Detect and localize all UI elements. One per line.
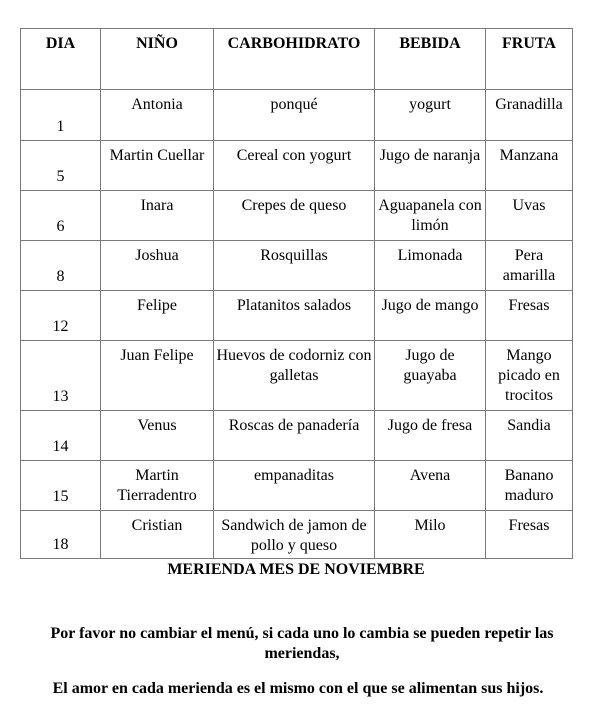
table-row [21, 511, 573, 559]
cell-fruta: Banano maduro [486, 461, 573, 511]
cell-carbohidrato: Sandwich de jamon de pollo y queso [214, 511, 375, 559]
cell-dia: 18 [21, 511, 101, 559]
cell-bebida: Milo [375, 511, 486, 559]
cell-bebida: Avena [375, 461, 486, 511]
cell-dia: 6 [21, 191, 101, 241]
header-bebida: BEBIDA [375, 29, 486, 90]
header-fruta: FRUTA [486, 29, 573, 90]
cell-nino: Juan Felipe [101, 341, 214, 411]
cell-fruta: Manzana [486, 141, 573, 191]
cell-dia: 1 [21, 90, 101, 141]
cell-fruta: Uvas [486, 191, 573, 241]
cell-carbohidrato: Rosquillas [214, 241, 375, 291]
table-row [21, 461, 573, 511]
cell-nino: Martin Tierradentro [101, 461, 214, 511]
table-header-row [21, 29, 573, 90]
cell-nino: Joshua [101, 241, 214, 291]
cell-nino: Inara [101, 191, 214, 241]
table-row [21, 291, 573, 341]
cell-carbohidrato: ponqué [214, 90, 375, 141]
cell-bebida: Jugo de guayaba [375, 341, 486, 411]
table-row [21, 411, 573, 461]
cell-nino: Cristian [101, 511, 214, 559]
cell-carbohidrato: Platanitos salados [214, 291, 375, 341]
cell-dia: 8 [21, 241, 101, 291]
cell-bebida: Jugo de naranja [375, 141, 486, 191]
header-nino: NIÑO [101, 29, 214, 90]
cell-bebida: Jugo de mango [375, 291, 486, 341]
cell-carbohidrato: Cereal con yogurt [214, 141, 375, 191]
cell-fruta: Pera amarilla [486, 241, 573, 291]
table-row [21, 341, 573, 411]
cell-carbohidrato: Huevos de codorniz con galletas [214, 341, 375, 411]
cell-carbohidrato: Roscas de panadería [214, 411, 375, 461]
cell-dia: 15 [21, 461, 101, 511]
cell-dia: 14 [21, 411, 101, 461]
header-dia: DIA [21, 29, 101, 90]
cell-carbohidrato: Crepes de queso [214, 191, 375, 241]
cell-dia: 12 [21, 291, 101, 341]
cell-nino: Antonia [101, 90, 214, 141]
cell-fruta: Fresas [486, 511, 573, 559]
cell-fruta: Mango picado en trocitos [486, 341, 573, 411]
cell-bebida: Jugo de fresa [375, 411, 486, 461]
cell-nino: Venus [101, 411, 214, 461]
cell-nino: Martin Cuellar [101, 141, 214, 191]
cell-carbohidrato: empanaditas [214, 461, 375, 511]
cell-nino: Felipe [101, 291, 214, 341]
cell-bebida: yogurt [375, 90, 486, 141]
table-row [21, 241, 573, 291]
table-row [21, 191, 573, 241]
document-title: MERIENDA MES DE NOVIEMBRE [167, 561, 425, 578]
cell-dia: 13 [21, 341, 101, 411]
header-carbohidrato: CARBOHIDRATO [214, 29, 375, 90]
menu-table [20, 28, 573, 559]
cell-bebida: Aguapanela con limón [375, 191, 486, 241]
cell-fruta: Granadilla [486, 90, 573, 141]
cell-dia: 5 [21, 141, 101, 191]
cell-bebida: Limonada [375, 241, 486, 291]
note-no-cambiar: Por favor no cambiar el menú, si cada uno lo cambia se pueden repetir las meriendas, [50, 625, 554, 662]
cell-fruta: Fresas [486, 291, 573, 341]
cell-fruta: Sandia [486, 411, 573, 461]
table-row [21, 90, 573, 141]
table-row [21, 141, 573, 191]
note-amor: El amor en cada merienda es el mismo con el que se alimentan sus hijos. [52, 680, 544, 697]
